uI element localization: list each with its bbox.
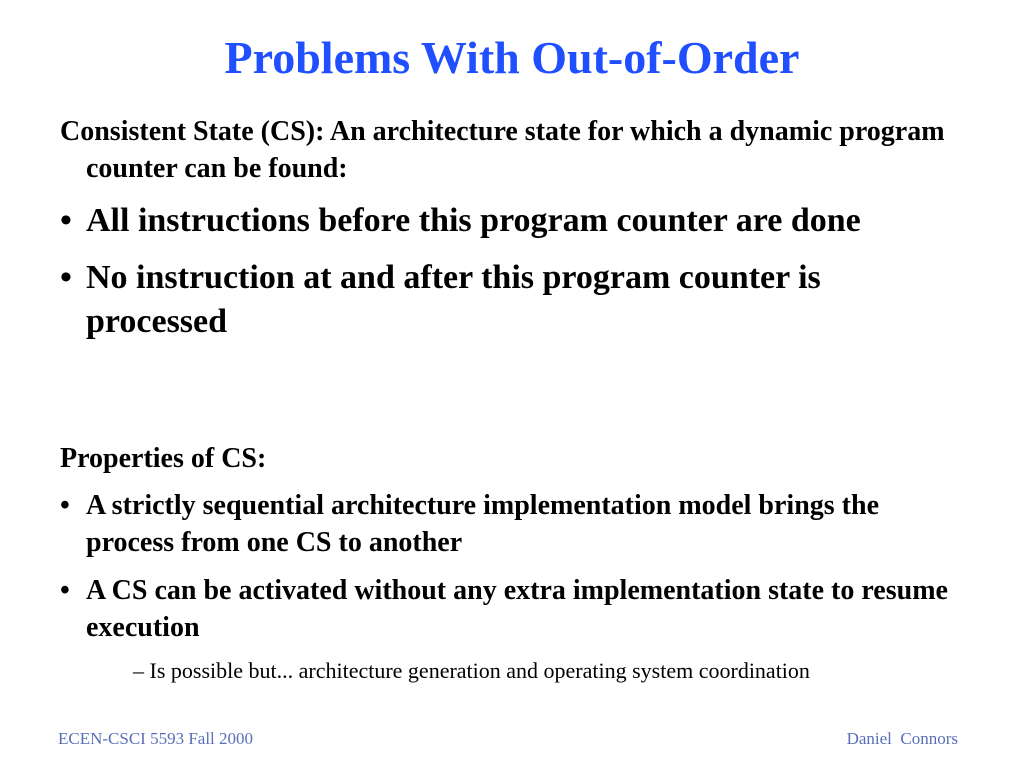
bullet-dot: • [60,202,72,239]
sub-bullet-text: Is possible but... architecture generation and operating system coordination [149,658,810,683]
bullet-dot: • [60,490,70,521]
bullet-dot: • [60,259,72,296]
footer-course: ECEN-CSCI 5593 Fall 2000 [58,729,254,748]
footer-author: Daniel Connors [846,729,958,748]
bullet-sequential-model [60,487,960,561]
bullet-text: No instruction at and after this program counter is processed [86,259,821,340]
bullet-instructions-done [60,199,960,243]
bullet-text: A strictly sequential architecture implementation model brings the process from one CS to another [86,490,879,558]
consistent-state-definition: Consistent State (CS): An architecture state for which a dynamic program counter can be found: [60,116,945,184]
bullet-no-instruction-processed [60,256,960,344]
sub-bullet-possible [133,657,810,685]
bullet-text: A CS can be activated without any extra implementation state to resume execution [86,575,948,643]
dash-glyph: – [133,658,144,683]
section-properties [60,440,960,646]
bullet-cs-activated [60,572,960,646]
bullet-dot: • [60,575,70,606]
properties-heading: Properties of CS: [60,443,267,474]
bullet-text: All instructions before this program counter are done [86,202,861,239]
slide-title: Problems With Out-of-Order [224,32,800,83]
section-consistent-state [60,113,960,344]
